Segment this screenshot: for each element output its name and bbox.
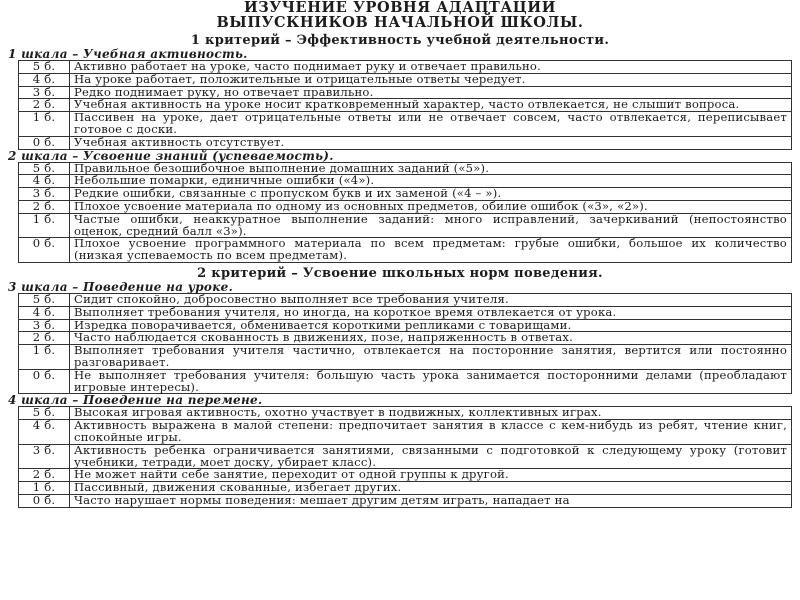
- description-cell: Не выполняет требования учителя: большую часть урока занимается посторонними делами (преобладают игровые интересы).: [70, 369, 792, 394]
- description-cell: Не может найти себе занятие, переходит от одной группы к другой.: [70, 469, 792, 482]
- description-cell: Плохое усвоение программного материала по всем предметам: грубые ошибки, большое их количество (низкая успеваемость по всем предметам).: [70, 238, 792, 263]
- score-cell: 4 б.: [19, 175, 70, 188]
- score-cell: 4 б.: [19, 306, 70, 319]
- scale-2-table: [18, 162, 792, 263]
- score-cell: 0 б.: [19, 238, 70, 263]
- description-cell: Высокая игровая активность, охотно участвует в подвижных, коллективных играх.: [70, 407, 792, 420]
- scale-2-title: 2 шкала – Усвоение знаний (успеваемость).: [8, 148, 334, 163]
- table-row: [19, 494, 792, 507]
- scale-3-section: [0, 281, 800, 394]
- score-cell: 0 б.: [19, 369, 70, 394]
- table-row: [19, 136, 792, 149]
- scale-4-table: [18, 406, 792, 507]
- description-cell: Плохое усвоение материала по одному из основных предметов, обилие ошибок («3», «2»).: [70, 200, 792, 213]
- score-cell: 0 б.: [19, 494, 70, 507]
- table-row: [19, 112, 792, 137]
- description-cell: Выполняет требования учителя, но иногда, на короткое время отвлекается от урока.: [70, 306, 792, 319]
- score-cell: 4 б.: [19, 73, 70, 86]
- score-cell: 2 б.: [19, 469, 70, 482]
- score-cell: 1 б.: [19, 345, 70, 370]
- description-cell: Пассивен на уроке, дает отрицательные ответы или не отвечает совсем, часто отвлекается, переписывает готовое с доски.: [70, 112, 792, 137]
- score-cell: 5 б.: [19, 407, 70, 420]
- description-cell: Учебная активность на уроке носит кратковременный характер, часто отвлекается, не слышит вопроса.: [70, 99, 792, 112]
- score-cell: 4 б.: [19, 420, 70, 445]
- scale-2-section: [0, 150, 800, 263]
- description-cell: На уроке работает, положительные и отрицательные ответы чередует.: [70, 73, 792, 86]
- score-cell: 1 б.: [19, 213, 70, 238]
- scale-1-table: [18, 60, 792, 150]
- score-cell: 2 б.: [19, 332, 70, 345]
- description-cell: Частые ошибки, неаккуратное выполнение заданий: много исправлений, зачеркиваний (непостоянство оценок, средний балл «3»).: [70, 213, 792, 238]
- scale-3-table: [18, 293, 792, 394]
- score-cell: 1 б.: [19, 112, 70, 137]
- scale-3-title: 3 шкала – Поведение на уроке.: [8, 279, 234, 294]
- description-cell: Часто нарушает нормы поведения: мешает другим детям играть, нападает на: [70, 494, 792, 507]
- description-cell: Изредка поворачивается, обменивается короткими репликами с товарищами.: [70, 319, 792, 332]
- description-cell: Активность ребенка ограничивается занятиями, связанными с подготовкой к следующему уроку (готовит учебники, тетради, моет доску, убирает класс).: [70, 444, 792, 469]
- description-cell: Учебная активность отсутствует.: [70, 136, 792, 149]
- scale-1-section: [0, 48, 800, 150]
- scale-1-title: 1 шкала – Учебная активность.: [8, 47, 248, 61]
- scale-4-section: [0, 394, 800, 507]
- criterion-1-heading: 1 критерий – Эффективность учебной деятельности.: [190, 33, 610, 48]
- score-cell: 5 б.: [19, 293, 70, 306]
- table-row: [19, 420, 792, 445]
- description-cell: Активно работает на уроке, часто поднимает руку и отвечает правильно.: [70, 61, 792, 74]
- description-cell: Часто наблюдается скованность в движениях, позе, напряженность в ответах.: [70, 332, 792, 345]
- score-cell: 1 б.: [19, 482, 70, 495]
- criterion-2-heading: 2 критерий – Усвоение школьных норм поведения.: [197, 265, 603, 281]
- score-cell: 5 б.: [19, 162, 70, 175]
- table-row: [19, 444, 792, 469]
- table-row: [19, 345, 792, 370]
- description-cell: Выполняет требования учителя частично, отвлекается на посторонние занятия, вертится или постоянно разговаривает.: [70, 345, 792, 370]
- title-line-2: ВЫПУСКНИКОВ НАЧАЛЬНОЙ ШКОЛЫ.: [216, 14, 584, 31]
- table-row: [19, 238, 792, 263]
- score-cell: 0 б.: [19, 136, 70, 149]
- description-cell: Правильное безошибочное выполнение домашних заданий («5»).: [70, 162, 792, 175]
- description-cell: Активность выражена в малой степени: предпочитает занятия в классе с кем-нибудь из ребят, чтение книг, спокойные игры.: [70, 420, 792, 445]
- table-row: [19, 213, 792, 238]
- table-row: [19, 369, 792, 394]
- description-cell: Редкие ошибки, связанные с пропуском букв и их заменой («4 – »).: [70, 188, 792, 201]
- description-cell: Редко поднимает руку, но отвечает правильно.: [70, 86, 792, 99]
- score-cell: 3 б.: [19, 444, 70, 469]
- scale-4-title: 4 шкала – Поведение на перемене.: [8, 393, 263, 408]
- document-title: [0, 0, 800, 30]
- score-cell: 5 б.: [19, 61, 70, 74]
- description-cell: Пассивный, движения скованные, избегает других.: [70, 482, 792, 495]
- score-cell: 2 б.: [19, 200, 70, 213]
- description-cell: Сидит спокойно, добросовестно выполняет все требования учителя.: [70, 293, 792, 306]
- score-cell: 3 б.: [19, 86, 70, 99]
- score-cell: 2 б.: [19, 99, 70, 112]
- score-cell: 3 б.: [19, 188, 70, 201]
- title-line-1: ИЗУЧЕНИЕ УРОВНЯ АДАПТАЦИИ: [243, 0, 557, 16]
- score-cell: 3 б.: [19, 319, 70, 332]
- description-cell: Небольшие помарки, единичные ошибки («4»).: [70, 175, 792, 188]
